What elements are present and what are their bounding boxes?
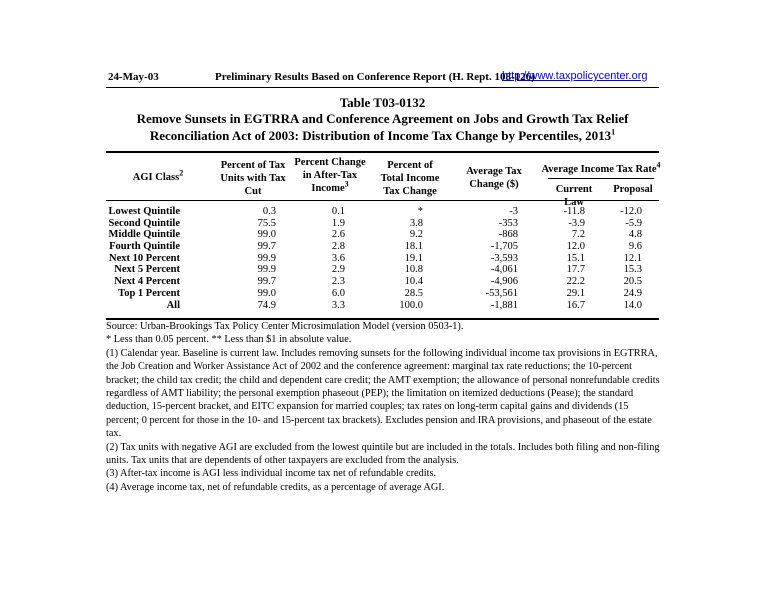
table-id: Table T03-0132 [339, 95, 426, 110]
cell-pct-change: 2.6 [331, 229, 345, 241]
note-source: Source: Urban-Brookings Tax Policy Center Microsimulation Model (version 0503-1). [106, 321, 464, 332]
cell-pct-total: 10.4 [404, 276, 423, 288]
title-line-1: Remove Sunsets in EGTRRA and Conference Agreement on Jobs and Growth Tax Relief [136, 111, 629, 126]
cell-avg-change: -4,906 [490, 276, 518, 288]
cell-pct-total: 19.1 [404, 252, 423, 264]
cell-pct-cut: 99.9 [257, 252, 276, 264]
cell-proposal: 14.0 [623, 299, 642, 311]
data-table-body [0, 206, 768, 311]
col-pct-units-cut: Percent of Tax Units with Tax Cut [220, 160, 286, 197]
cell-current-law: 29.1 [566, 287, 585, 299]
row-label: Next 10 Percent [109, 252, 180, 264]
table-row [0, 218, 768, 230]
cell-pct-total: * [417, 206, 423, 217]
cell-proposal: -12.0 [620, 206, 642, 217]
avg-rate-underline [548, 178, 654, 179]
cell-pct-total: 10.8 [404, 264, 423, 276]
cell-pct-cut: 75.5 [257, 217, 276, 229]
cell-pct-total: 3.8 [409, 217, 423, 229]
cell-proposal: 12.1 [623, 252, 642, 264]
cell-pct-change: 3.6 [331, 252, 345, 264]
cell-avg-change: -3,593 [490, 252, 518, 264]
cell-pct-total: 9.2 [409, 229, 423, 241]
cell-current-law: 16.7 [566, 299, 585, 311]
cell-avg-change: -353 [498, 217, 518, 229]
col-pct-total-change: Percent of Total Income Tax Change [380, 160, 440, 197]
cell-avg-change: -1,705 [490, 241, 518, 253]
tpc-website-link[interactable]: http://www.taxpolicycenter.org [502, 70, 648, 82]
cell-avg-change: -1,881 [490, 299, 518, 311]
cell-pct-change: 6.0 [331, 287, 345, 299]
row-label: Lowest Quintile [108, 206, 180, 217]
note-legend: * Less than 0.05 percent. ** Less than $1 in absolute value. [106, 334, 352, 346]
row-label: All [166, 299, 180, 311]
row-label: Second Quintile [108, 217, 180, 229]
cell-pct-cut: 99.7 [257, 241, 276, 253]
cell-pct-change: 3.3 [331, 299, 345, 311]
cell-pct-change: 2.3 [331, 276, 345, 288]
row-label: Middle Quintile [108, 229, 180, 241]
table-row [0, 253, 768, 265]
row-label: Fourth Quintile [109, 241, 180, 253]
cell-pct-total: 18.1 [404, 241, 423, 253]
cell-pct-cut: 0.3 [262, 206, 276, 217]
cell-pct-change: 2.9 [331, 264, 345, 276]
table-row [0, 300, 768, 312]
cell-proposal: 20.5 [623, 276, 642, 288]
cell-pct-total: 100.0 [399, 299, 423, 311]
cell-current-law: -11.8 [563, 206, 585, 217]
report-date: 24-May-03 [108, 71, 159, 83]
preliminary-note: Preliminary Results Based on Conference Report (H. Rept. 108-126) [215, 71, 535, 83]
cell-current-law: 22.2 [566, 276, 585, 288]
cell-proposal: 24.9 [623, 287, 642, 299]
cell-pct-change: 2.8 [331, 241, 345, 253]
cell-avg-change: -53,561 [485, 287, 518, 299]
header-bottom-rule [106, 200, 659, 201]
table-row [0, 241, 768, 253]
title-line-2: Reconciliation Act of 2003: Distribution of Income Tax Change by Percentiles, 2013$^1$ [149, 127, 616, 143]
cell-current-law: 7.2 [571, 229, 585, 241]
table-row [0, 276, 768, 288]
table-row [0, 264, 768, 276]
table-top-rule [106, 151, 659, 153]
note-2: (2) Tax units with negative AGI are excluded from the lowest quintile but are included in the totals. Includes both filing and non-filing units. Tax units that are dependents of other taxpayers are excluded from the analysis. [106, 441, 660, 467]
cell-current-law: 15.1 [566, 252, 585, 264]
cell-pct-cut: 99.0 [257, 229, 276, 241]
note-1: (1) Calendar year. Baseline is current law. Includes removing sunsets for the following individual income tax provisions in EGTRRA, the Job Creation and Worker Assistance Act of 2002 and the conference agreement: marginal tax rate reductions; the 10-percent bracket; the child tax credit; the child and dependent care credit; the AMT exemption; the allowance of personal nonrefundable credits regardless of AMT liability; the personal exemption phaseout (PEP); the limitation on itemized deductions (Pease); the standard deduction, 15-percent bracket, and EITC expansion for married couples; tax rates on long-term capital gains and dividends (15 percent; 0 percent for those in the 10- and 15-percent tax brackets). Excludes pension and IRA provisions, and phaseout of the estate tax. [106, 347, 660, 440]
cell-pct-change: 1.9 [331, 217, 345, 229]
col-agi-class: AGI Class$^2$ [132, 168, 184, 183]
cell-proposal: 4.8 [628, 229, 642, 241]
cell-proposal: 15.3 [623, 264, 642, 276]
col-avg-tax-change: Average Tax Change ($) [466, 166, 522, 190]
table-row [0, 229, 768, 241]
header-rule [106, 87, 659, 88]
cell-pct-cut: 99.7 [257, 276, 276, 288]
cell-current-law: 12.0 [566, 241, 585, 253]
cell-avg-change: -3 [509, 206, 518, 217]
cell-pct-cut: 74.9 [257, 299, 276, 311]
cell-pct-cut: 99.9 [257, 264, 276, 276]
row-label: Next 4 Percent [114, 276, 180, 288]
cell-pct-change: 0.1 [331, 206, 345, 217]
cell-current-law: 17.7 [566, 264, 585, 276]
footnotes [106, 320, 662, 494]
cell-pct-cut: 99.0 [257, 287, 276, 299]
table-row [0, 206, 768, 218]
col-avg-income-tax-rate: Average Income Tax Rate$^4$ [541, 160, 661, 175]
note-4: (4) Average income tax, net of refundable credits, as a percentage of average AGI. [106, 481, 445, 493]
cell-avg-change: -4,061 [490, 264, 518, 276]
col-pct-change-after-tax: Percent Change in After-Tax Income$^3$ [294, 157, 366, 194]
note-3: (3) After-tax income is AGI less individual income tax net of refundable credits. [106, 468, 437, 480]
cell-proposal: -5.9 [625, 217, 642, 229]
row-label: Top 1 Percent [118, 287, 180, 299]
cell-proposal: 9.6 [628, 241, 642, 253]
cell-pct-total: 28.5 [404, 287, 423, 299]
col-current-law: Current Law [555, 184, 593, 208]
table-row [0, 288, 768, 300]
col-proposal: Proposal [613, 184, 653, 195]
cell-current-law: -3.9 [568, 217, 585, 229]
cell-avg-change: -868 [498, 229, 518, 241]
row-label: Next 5 Percent [114, 264, 180, 276]
